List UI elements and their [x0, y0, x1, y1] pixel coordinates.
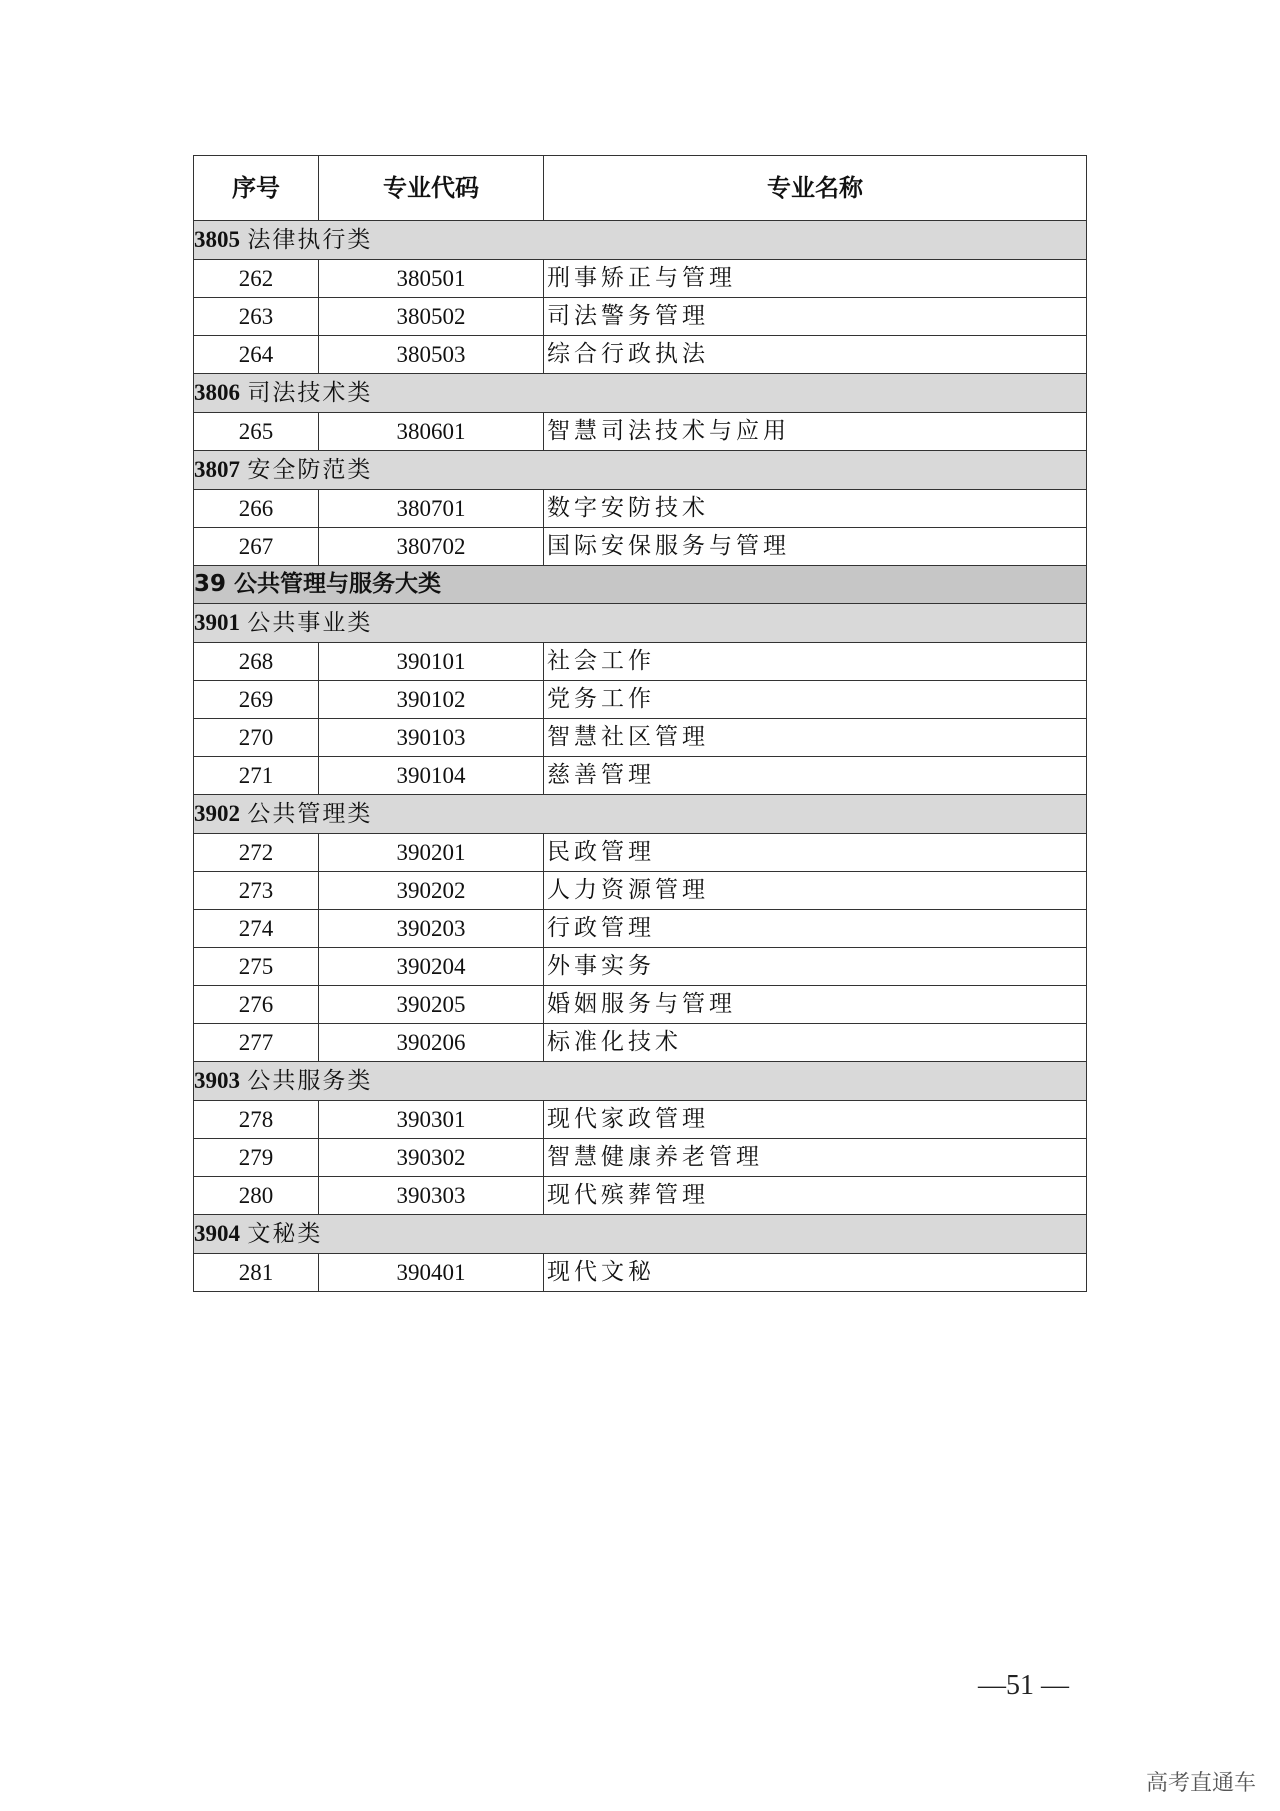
cell-code: 390202 [319, 872, 544, 910]
cell-seq: 279 [194, 1139, 319, 1177]
cell-code: 390102 [319, 681, 544, 719]
table-row [194, 1139, 1087, 1177]
table-row [194, 528, 1087, 566]
table-row [194, 757, 1087, 795]
table-row [194, 1254, 1087, 1292]
category-code: 3901 [194, 610, 240, 635]
category-cell [194, 221, 1087, 260]
table-row [194, 986, 1087, 1024]
cell-code: 390104 [319, 757, 544, 795]
category-cell [194, 604, 1087, 643]
category-name: 公共管理类 [247, 801, 373, 827]
cell-name: 智慧健康养老管理 [544, 1139, 1087, 1177]
category-row [194, 1062, 1087, 1101]
cell-code: 390401 [319, 1254, 544, 1292]
category-row [194, 451, 1087, 490]
cell-code: 380601 [319, 413, 544, 451]
category-code: 3903 [194, 1068, 240, 1093]
table-row [194, 719, 1087, 757]
cell-code: 390203 [319, 910, 544, 948]
cell-seq: 272 [194, 834, 319, 872]
category-name: 司法技术类 [247, 380, 373, 406]
major-catalog-table [193, 155, 1087, 1292]
cell-seq: 275 [194, 948, 319, 986]
header-name: 专业名称 [544, 156, 1087, 221]
table-row [194, 834, 1087, 872]
cell-seq: 274 [194, 910, 319, 948]
cell-seq: 263 [194, 298, 319, 336]
cell-code: 390205 [319, 986, 544, 1024]
cell-code: 380502 [319, 298, 544, 336]
category-name: 安全防范类 [247, 457, 373, 483]
category-code: 3805 [194, 227, 240, 252]
category-cell [194, 374, 1087, 413]
cell-name: 刑事矫正与管理 [544, 260, 1087, 298]
category-name: 公共事业类 [247, 610, 373, 636]
cell-seq: 268 [194, 643, 319, 681]
cell-name: 现代殡葬管理 [544, 1177, 1087, 1215]
category-code: 3807 [194, 457, 240, 482]
category-name: 法律执行类 [247, 227, 373, 253]
category-name: 公共服务类 [247, 1068, 373, 1094]
table-row [194, 1177, 1087, 1215]
cell-code: 390204 [319, 948, 544, 986]
category-row [194, 1215, 1087, 1254]
cell-code: 380503 [319, 336, 544, 374]
category-name: 公共管理与服务大类 [234, 571, 442, 597]
cell-seq: 265 [194, 413, 319, 451]
major-category-row [194, 566, 1087, 604]
cell-code: 390103 [319, 719, 544, 757]
cell-code: 380701 [319, 490, 544, 528]
cell-seq: 264 [194, 336, 319, 374]
cell-seq: 277 [194, 1024, 319, 1062]
table-row [194, 298, 1087, 336]
cell-seq: 271 [194, 757, 319, 795]
cell-seq: 278 [194, 1101, 319, 1139]
category-code: 3806 [194, 380, 240, 405]
category-row [194, 795, 1087, 834]
table-row [194, 643, 1087, 681]
header-seq: 序号 [194, 156, 319, 221]
table-header-row [194, 156, 1087, 221]
cell-name: 综合行政执法 [544, 336, 1087, 374]
category-cell [194, 1062, 1087, 1101]
page-number: —51 — [978, 1670, 1069, 1701]
category-row [194, 604, 1087, 643]
cell-code: 380501 [319, 260, 544, 298]
table-row [194, 490, 1087, 528]
cell-name: 数字安防技术 [544, 490, 1087, 528]
cell-name: 现代家政管理 [544, 1101, 1087, 1139]
category-cell [194, 566, 1087, 604]
cell-name: 司法警务管理 [544, 298, 1087, 336]
cell-name: 人力资源管理 [544, 872, 1087, 910]
category-name: 文秘类 [247, 1221, 323, 1247]
cell-name: 民政管理 [544, 834, 1087, 872]
header-code: 专业代码 [319, 156, 544, 221]
table-row [194, 413, 1087, 451]
cell-name: 标准化技术 [544, 1024, 1087, 1062]
cell-seq: 273 [194, 872, 319, 910]
cell-code: 390301 [319, 1101, 544, 1139]
category-code: 39 [194, 571, 227, 597]
cell-code: 390101 [319, 643, 544, 681]
watermark-text: 高考直通车 [1145, 1771, 1256, 1796]
table-row [194, 336, 1087, 374]
cell-seq: 267 [194, 528, 319, 566]
cell-name: 国际安保服务与管理 [544, 528, 1087, 566]
table-body [194, 221, 1087, 1292]
category-cell [194, 795, 1087, 834]
category-code: 3904 [194, 1221, 240, 1246]
table-row [194, 872, 1087, 910]
cell-code: 390302 [319, 1139, 544, 1177]
cell-seq: 276 [194, 986, 319, 1024]
cell-seq: 270 [194, 719, 319, 757]
category-cell [194, 1215, 1087, 1254]
cell-seq: 280 [194, 1177, 319, 1215]
cell-name: 智慧司法技术与应用 [544, 413, 1087, 451]
cell-seq: 269 [194, 681, 319, 719]
cell-seq: 281 [194, 1254, 319, 1292]
cell-name: 党务工作 [544, 681, 1087, 719]
table-row [194, 260, 1087, 298]
cell-code: 390206 [319, 1024, 544, 1062]
table-row [194, 1024, 1087, 1062]
cell-code: 390201 [319, 834, 544, 872]
cell-name: 智慧社区管理 [544, 719, 1087, 757]
cell-code: 390303 [319, 1177, 544, 1215]
cell-name: 行政管理 [544, 910, 1087, 948]
cell-name: 现代文秘 [544, 1254, 1087, 1292]
cell-name: 慈善管理 [544, 757, 1087, 795]
category-row [194, 221, 1087, 260]
cell-seq: 262 [194, 260, 319, 298]
cell-name: 婚姻服务与管理 [544, 986, 1087, 1024]
category-row [194, 374, 1087, 413]
cell-name: 外事实务 [544, 948, 1087, 986]
cell-name: 社会工作 [544, 643, 1087, 681]
cell-seq: 266 [194, 490, 319, 528]
table-row [194, 910, 1087, 948]
category-code: 3902 [194, 801, 240, 826]
table-row [194, 681, 1087, 719]
table-row [194, 948, 1087, 986]
cell-code: 380702 [319, 528, 544, 566]
table-row [194, 1101, 1087, 1139]
category-cell [194, 451, 1087, 490]
